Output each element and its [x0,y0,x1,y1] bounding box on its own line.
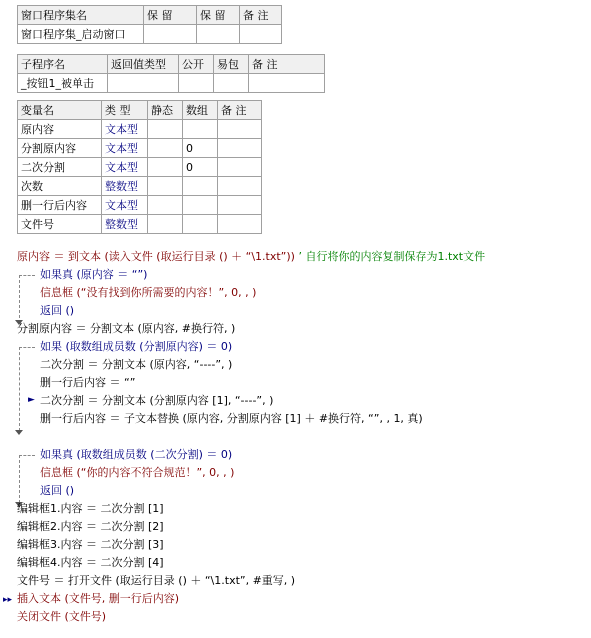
code-line-17[interactable]: 编辑框4.内容 ＝ 二次分割 [4] [17,556,164,569]
return-type-cell[interactable] [108,74,179,93]
array-cell[interactable] [183,120,218,139]
table-row[interactable] [18,177,262,196]
static-cell[interactable] [148,196,183,215]
flow-line [19,347,35,348]
var-type-cell[interactable]: 整数型 [102,177,148,196]
flow-line [19,455,20,503]
flow-line [19,275,20,323]
array-header: 数组 [183,101,218,120]
code-line-9[interactable]: 二次分割 ＝ 分割文本 (分割原内容 [1], “----”, ) [40,394,274,407]
flow-arrow-icon [15,430,23,435]
return-type-header: 返回值类型 [108,55,179,74]
code-line-19[interactable]: 插入文本 (文件号, 删一行后内容) [17,592,180,605]
var-name-cell[interactable]: 原内容 [18,120,102,139]
code-text: 原内容 ＝ 到文本 (读入文件 (取运行目录 () ＋ “\1.txt”)) [17,250,295,263]
remark-cell[interactable] [240,25,282,44]
static-cell[interactable] [148,120,183,139]
easy-package-cell[interactable] [214,74,249,93]
code-line-20[interactable]: 关闭文件 (文件号) [17,610,107,623]
static-header: 静态 [148,101,183,120]
code-line-2[interactable]: 如果真 (原内容 ＝ “”) [40,268,148,281]
code-line-12[interactable]: 信息框 (“你的内容不符合规范！”, 0, , ) [40,466,235,479]
remark-cell[interactable] [218,120,262,139]
code-line-14[interactable]: 编辑框1.内容 ＝ 二次分割 [1] [17,502,164,515]
var-type-cell[interactable]: 整数型 [102,215,148,234]
var-type-cell[interactable]: 文本型 [102,120,148,139]
array-cell[interactable] [183,215,218,234]
remark-cell[interactable] [218,196,262,215]
subroutine-name-header: 子程序名 [18,55,108,74]
remark-cell[interactable] [218,177,262,196]
easy-package-header: 易包 [214,55,249,74]
var-type-cell[interactable]: 文本型 [102,139,148,158]
table-row[interactable] [18,139,262,158]
assembly-name-header: 窗口程序集名 [18,6,144,25]
branch-arrow-icon: ► [28,395,35,405]
code-line-6[interactable]: 如果 (取数组成员数 (分割原内容) ＝ 0) [40,340,233,353]
table-row[interactable] [18,158,262,177]
code-line-4[interactable]: 返回 () [40,304,75,317]
array-cell[interactable]: 0 [183,158,218,177]
table-row[interactable] [18,196,262,215]
code-line-8[interactable]: 删一行后内容 ＝ “” [40,376,136,389]
array-cell[interactable] [183,196,218,215]
array-cell[interactable]: 0 [183,139,218,158]
var-name-cell[interactable]: 分割原内容 [18,139,102,158]
assembly-table [17,5,282,44]
reserved-header-1: 保 留 [144,6,197,25]
var-name-header: 变量名 [18,101,102,120]
code-line-1[interactable] [17,248,485,266]
code-line-5[interactable]: 分割原内容 ＝ 分割文本 (原内容, #换行符, ) [17,322,236,335]
static-cell[interactable] [148,215,183,234]
var-name-cell[interactable]: 次数 [18,177,102,196]
flow-line [19,455,35,456]
flow-line [19,275,35,276]
var-type-header: 类 型 [102,101,148,120]
remark-header: 备 注 [240,6,282,25]
code-line-16[interactable]: 编辑框3.内容 ＝ 二次分割 [3] [17,538,164,551]
code-comment: ’ 自行将你的内容复制保存为1.txt文件 [298,250,486,263]
current-line-arrow-icon: ▸▸ [3,595,13,605]
code-line-15[interactable]: 编辑框2.内容 ＝ 二次分割 [2] [17,520,164,533]
remark-header: 备 注 [249,55,325,74]
table-row[interactable] [18,215,262,234]
static-cell[interactable] [148,158,183,177]
static-cell[interactable] [148,177,183,196]
subroutine-table [17,54,325,93]
flow-line [19,347,20,431]
reserved-cell-1[interactable] [144,25,197,44]
remark-cell[interactable] [249,74,325,93]
var-name-cell[interactable]: 文件号 [18,215,102,234]
code-line-18[interactable]: 文件号 ＝ 打开文件 (取运行目录 () ＋ “\1.txt”, #重写, ) [17,574,296,587]
reserved-cell-2[interactable] [197,25,240,44]
var-type-cell[interactable]: 文本型 [102,196,148,215]
code-line-13[interactable]: 返回 () [40,484,75,497]
code-line-11[interactable]: 如果真 (取数组成员数 (二次分割) ＝ 0) [40,448,233,461]
static-cell[interactable] [148,139,183,158]
public-cell[interactable] [179,74,214,93]
remark-header: 备 注 [218,101,262,120]
variable-table [17,100,262,234]
code-line-7[interactable]: 二次分割 ＝ 分割文本 (原内容, “----”, ) [40,358,233,371]
code-line-3[interactable]: 信息框 (“没有找到你所需要的内容！”, 0, , ) [40,286,257,299]
remark-cell[interactable] [218,215,262,234]
remark-cell[interactable] [218,139,262,158]
table-row[interactable] [18,120,262,139]
subroutine-name-cell[interactable]: _按钮1_被单击 [18,74,108,93]
code-line-10[interactable]: 删一行后内容 ＝ 子文本替换 (原内容, 分割原内容 [1] ＋ #换行符, “”, , 1, 真) [40,412,423,425]
public-header: 公开 [179,55,214,74]
array-cell[interactable] [183,177,218,196]
var-name-cell[interactable]: 二次分割 [18,158,102,177]
reserved-header-2: 保 留 [197,6,240,25]
remark-cell[interactable] [218,158,262,177]
var-name-cell[interactable]: 删一行后内容 [18,196,102,215]
var-type-cell[interactable]: 文本型 [102,158,148,177]
assembly-name-cell[interactable]: 窗口程序集_启动窗口 [18,25,144,44]
